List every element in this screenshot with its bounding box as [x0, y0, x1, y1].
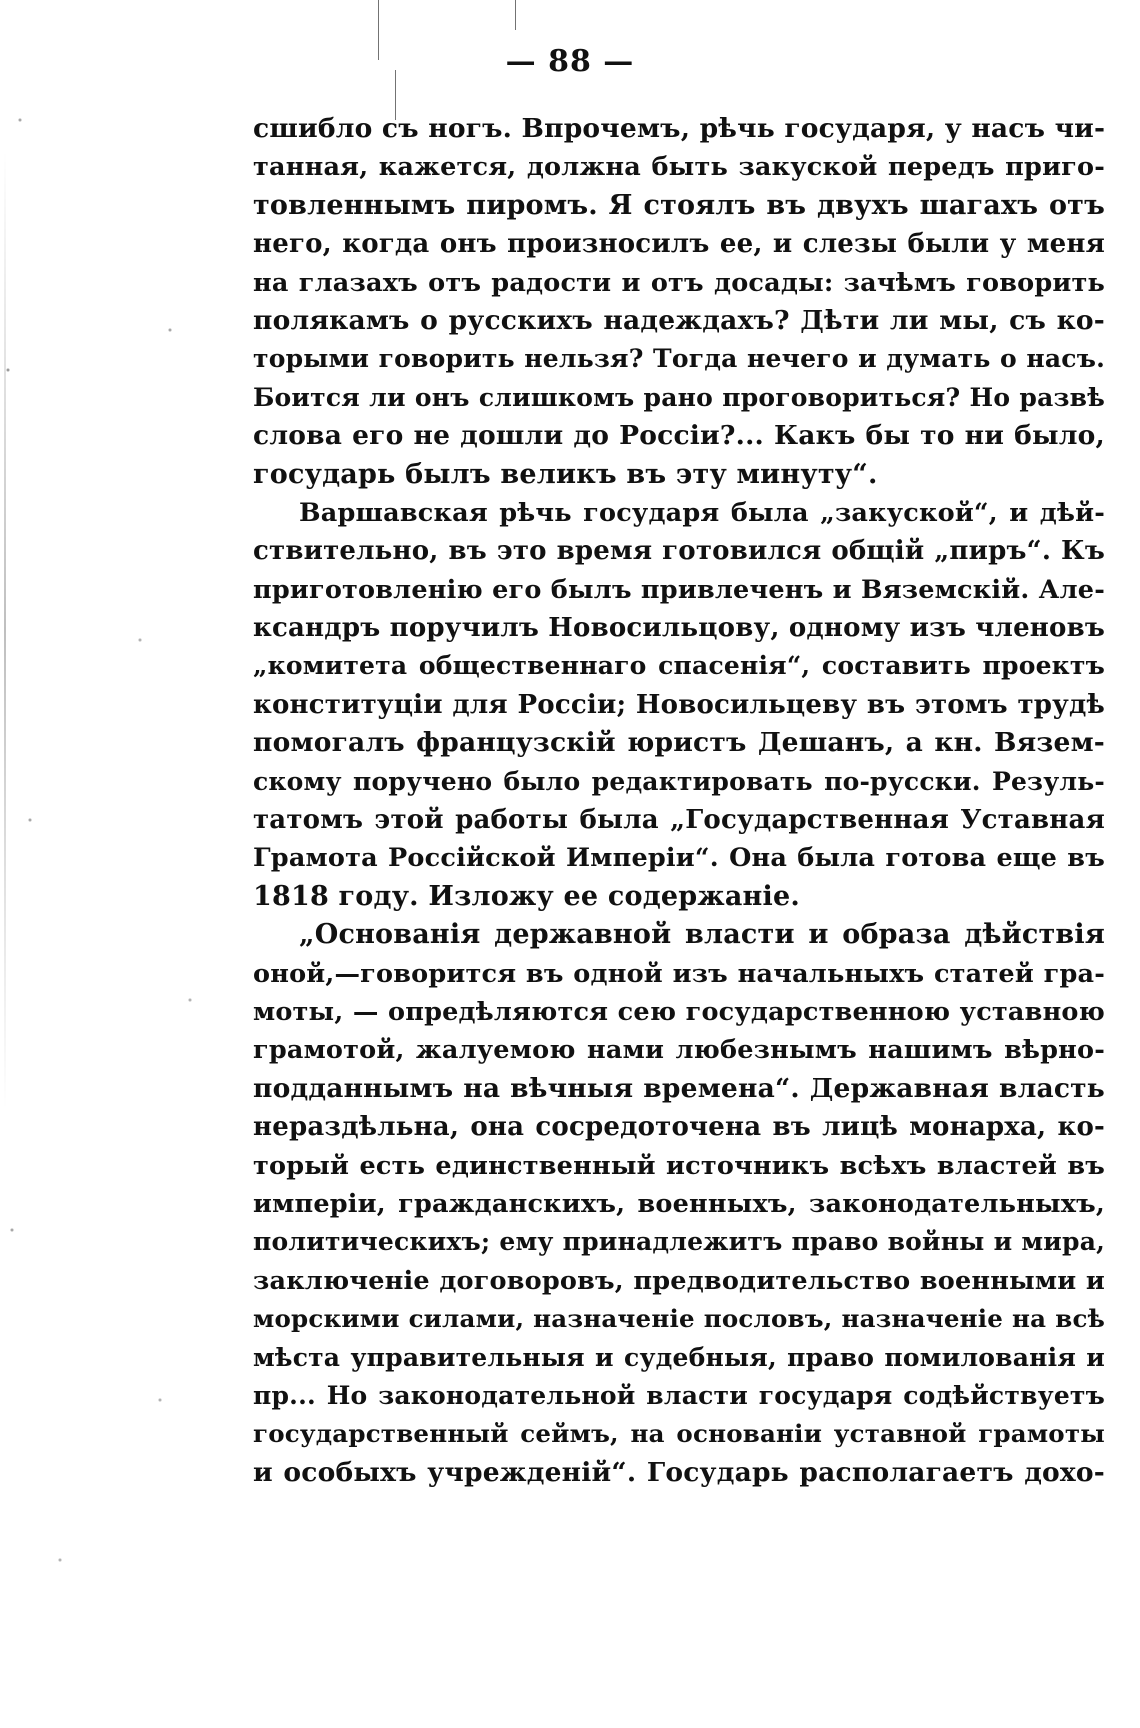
- text-line: товленнымъ пиромъ. Я стоялъ въ двухъ шагахъ отъ: [253, 189, 1105, 221]
- text-line: на глазахъ отъ радости и отъ досады: зачѣмъ говорить: [253, 267, 1105, 298]
- text-line: „комитета общественнаго спасенія“, составить проектъ: [253, 651, 1105, 681]
- text-line: подданнымъ на вѣчныя времена“. Державная власть: [253, 1072, 1105, 1104]
- text-line: и особыхъ учрежденій“. Государь располагаетъ дохо-: [253, 1456, 1105, 1488]
- text-line: Варшавская рѣчь государя была „закуской“, и дѣй-: [299, 497, 1105, 528]
- text-line: политическихъ; ему принадлежитъ право войны и мира,: [253, 1227, 1105, 1257]
- text-line: полякамъ о русскихъ надеждахъ? Дѣти ли мы, съ ко-: [253, 304, 1105, 336]
- text-line: 1818 году. Изложу ее содержаніе.: [253, 880, 800, 912]
- text-line: приготовленію его былъ привлеченъ и Вяземскій. Але-: [253, 574, 1105, 605]
- text-line: татомъ этой работы была „Государственная Уставная: [253, 805, 1105, 836]
- scan-edge-shadow: [4, 150, 6, 1110]
- text-line: танная, кажется, должна быть закуской передъ приго-: [253, 152, 1105, 183]
- text-line: оной,—говорится въ одной изъ начальныхъ статей гра-: [253, 958, 1105, 989]
- text-line: нераздѣльна, она сосредоточена въ лицѣ монарха, ко-: [253, 1112, 1105, 1143]
- page-number: — 88 —: [505, 44, 635, 79]
- text-line: ствительно, въ это время готовился общій „пиръ“. Къ: [253, 536, 1105, 567]
- text-line: заключеніе договоровъ, предводительство военными и: [253, 1265, 1105, 1296]
- text-line: торый есть единственный источникъ всѣхъ властей въ: [253, 1150, 1105, 1181]
- text-line: ксандръ поручилъ Новосильцову, одному изъ членовъ: [253, 613, 1105, 644]
- text-line: государь былъ великъ въ эту минуту“.: [253, 458, 878, 490]
- text-line: сшибло съ ногъ. Впрочемъ, рѣчь государя, у насъ чи-: [253, 113, 1106, 144]
- text-line: грамотой, жалуемою нами любезнымъ нашимъ вѣрно-: [253, 1035, 1105, 1066]
- text-line: конституціи для Россіи; Новосильцеву въ этомъ трудѣ: [253, 689, 1105, 720]
- text-line: скому поручено было редактировать по-русски. Резуль-: [253, 766, 1105, 796]
- text-line: „Основанія державной власти и образа дѣйствія: [299, 919, 1105, 951]
- text-line: Грамота Россійской Имперіи“. Она была готова еще въ: [253, 843, 1105, 874]
- body-text: [253, 110, 1105, 1492]
- text-line: моты, — опредѣляются сею государственною уставною: [253, 996, 1105, 1027]
- text-line: морскими силами, назначеніе пословъ, назначеніе на всѣ: [253, 1304, 1105, 1334]
- text-line: него, когда онъ произносилъ ее, и слезы были у меня: [253, 229, 1105, 260]
- scan-noise: [0, 0, 240, 1728]
- text-line: пр... Но законодательной власти государя содѣйствуетъ: [253, 1380, 1105, 1410]
- text-line: помогалъ французскій юристъ Дешанъ, а кн. Вязем-: [253, 727, 1105, 759]
- text-line: Боится ли онъ слишкомъ рано проговориться? Но развѣ: [253, 382, 1105, 412]
- text-line: имперіи, гражданскихъ, военныхъ, законодательныхъ,: [253, 1188, 1105, 1219]
- text-line: слова его не дошли до Россіи?... Какъ бы то ни было,: [253, 420, 1105, 452]
- scan-artifact-line: [515, 0, 516, 30]
- text-line: мѣста управительныя и судебныя, право помилованія и: [253, 1342, 1105, 1372]
- text-line: государственный сеймъ, на основаніи уставной грамоты: [253, 1419, 1105, 1449]
- text-line: торыми говорить нельзя? Тогда нечего и думать о насъ.: [253, 344, 1105, 374]
